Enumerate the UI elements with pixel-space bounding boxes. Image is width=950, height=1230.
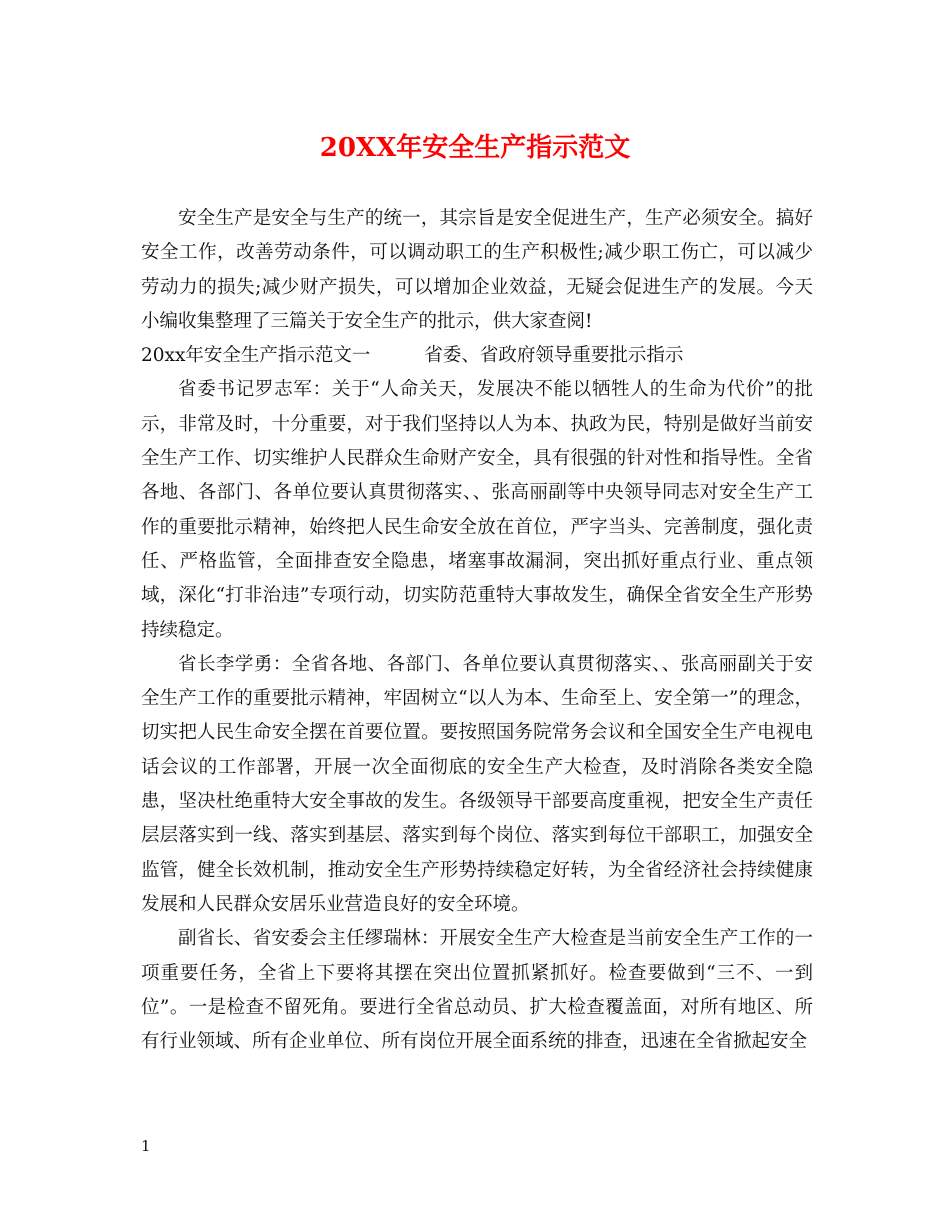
paragraph-luo-zhijun: 省委书记罗志军：关于“人命关天，发展决不能以牺牲人的生命为代价”的批示，非常及时，十分重要，对于我们坚持以人为本、执政为民，特别是做好当前安全生产工作、切实维护人民群众生命财产安全，具有很强的针对性和指导性。全省各地、各部门、各单位要认真贯彻落实、、张高丽副等中央领导同志对安全生产工作的重要批示精神，始终把人民生命安全放在首位，严字当头、完善制度，强化责任、严格监管，全面排查安全隐患，堵塞事故漏洞，突出抓好重点行业、重点领域，深化“打非治违”专项行动，切实防范重特大事故发生，确保全省安全生产形势持续稳定。 bbox=[141, 379, 813, 641]
page-number: 1 bbox=[141, 1137, 151, 1155]
paragraph-li-xueyong: 省长李学勇：全省各地、各部门、各单位要认真贯彻落实、、张高丽副关于安全生产工作的重要批示精神，牢固树立“以人为本、生命至上、安全第一”的理念，切实把人民生命安全摆在首要位置。要按照国务院常务会议和全国安全生产电视电话会议的工作部署，开展一次全面彻底的安全生产大检查，及时消除各类安全隐患，坚决杜绝重特大安全事故的发生。各级领导干部要高度重视，把安全生产责任层层落实到一线、落实到基层、落实到每个岗位、落实到每位干部职工，加强安全监管，健全长效机制，推动安全生产形势持续稳定好转，为全省经济社会持续健康发展和人民群众安居乐业营造良好的安全环境。 bbox=[141, 653, 813, 915]
document-body bbox=[141, 202, 813, 1059]
section-heading bbox=[141, 339, 813, 373]
section-heading-right: 省委、省政府领导重要批示指示 bbox=[424, 345, 684, 367]
section-heading-left: 20xx年安全生产指示范文一 bbox=[141, 345, 371, 367]
page-title: 20XX年安全生产指示范文 bbox=[319, 133, 631, 163]
intro-paragraph: 安全生产是安全与生产的统一，其宗旨是安全促进生产，生产必须安全。搞好安全工作，改善劳动条件，可以调动职工的生产积极性;减少职工伤亡，可以减少劳动力的损失;减少财产损失，可以增加企业效益，无疑会促进生产的发展。今天小编收集整理了三篇关于安全生产的批示，供大家查阅! bbox=[141, 208, 813, 332]
paragraph-miao-ruilin: 副省长、省安委会主任缪瑞林：开展安全生产大检查是当前安全生产工作的一项重要任务，全省上下要将其摆在突出位置抓紧抓好。检查要做到“三不、一到位”。一是检查不留死角。要进行全省总动员、扩大检查覆盖面，对所有地区、所有行业领域、所有企业单位、所有岗位开展全面系统的排查，迅速在全省掀起安全 bbox=[141, 928, 813, 1053]
